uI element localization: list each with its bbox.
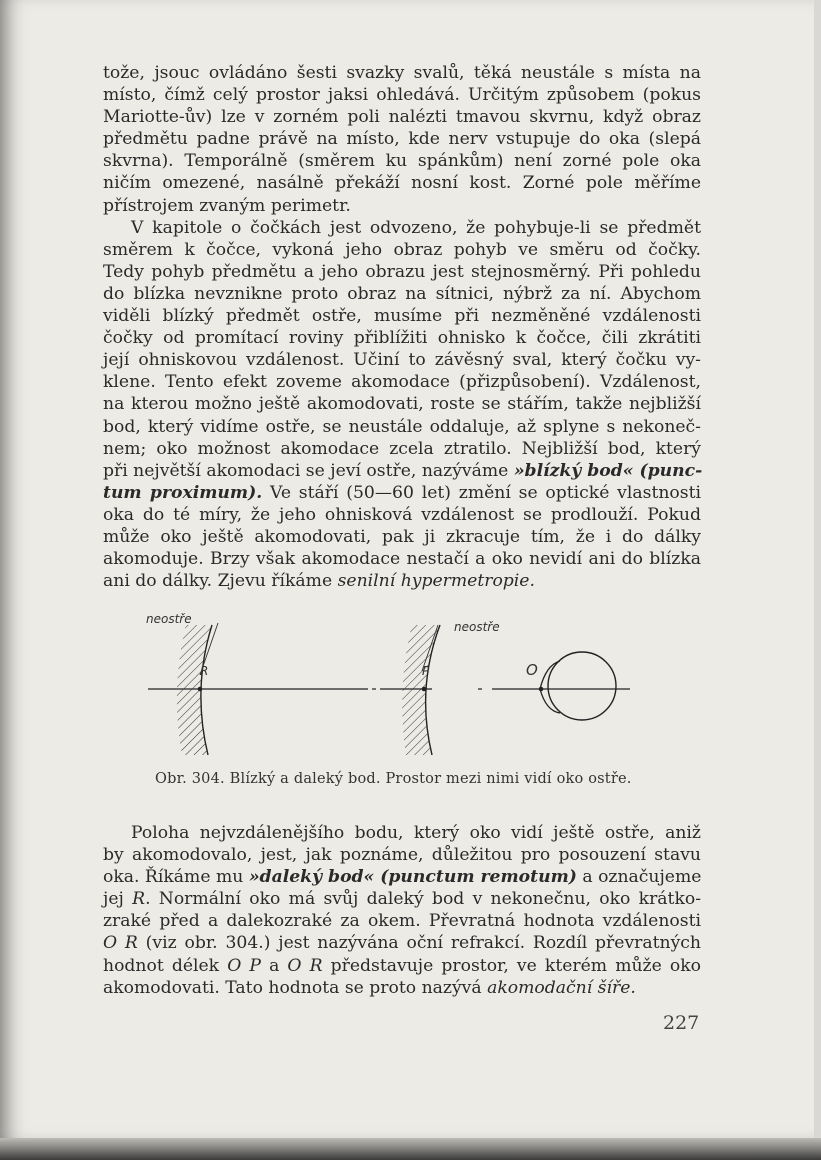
text-line: tože, jsouc ovládáno šesti svazky svalů, těká neustále s místa na [103,63,701,83]
text-run: (viz obr. 304.) jest nazývána oční refrakcí. Rozdíl převratných [137,933,701,954]
term-near-point-latin: tum proximum). [103,482,263,503]
text-run: a [260,955,288,976]
text-line: směrem k čočce, vykoná jeho obraz pohyb ve směru od čočky. [103,239,701,260]
text-line: předmětu padne právě na místo, kde nerv vstupuje do oka (slepá [103,129,701,150]
symbol-R: R [132,889,146,910]
text-line: ničím omezené, nasálně překáží nosní kost. Zorné pole měříme [103,173,701,194]
text-line [103,482,701,504]
text-line: oka do té míry, že jeho ohnisková vzdálenost se prodlouží. Pokud [103,504,701,525]
body-text-lower [103,822,701,999]
mark-R: R [200,664,209,678]
text-line: do blízka nevznikne proto obraz na sítnici, nýbrž za ní. Abychom [103,283,701,304]
text-line: klene. Tento efekt zoveme akomodace (přizpůsobení). Vzdálenost, [103,372,701,393]
text-run: . Normální oko má svůj daleký bod v nekonečnu, oko krátko- [145,889,702,910]
mark-P: P [422,664,430,678]
text-run: jej [103,889,133,910]
text-run: akomodovati. Tato hodnota se proto nazývá [103,977,488,998]
text-line [103,977,701,999]
term-near-point: »blízký bod« (punc- [513,460,703,481]
label-unsharp-right: neostře [454,620,500,634]
page-edge [814,0,821,1160]
text-line: na kterou možno ještě akomodovati, roste se stářím, takže nejbližší [103,394,701,415]
term-accommodation-range: akomodační šíře. [487,977,636,998]
text-line: přístrojem zvaným perimetr. [103,195,351,216]
point-O [539,687,544,692]
text-line [103,888,701,910]
symbol-OP: O P [227,955,261,976]
text-run: při největší akomodaci se jeví ostře, nazýváme [103,460,509,481]
text-line: V kapitole o čočkách jest odvozeno, že pohybuje-li se předmět [131,217,701,238]
scan-bottom-edge [0,1138,821,1160]
text-line [103,955,701,977]
text-line: Poloha nejvzdálenějšího bodu, který oko vidí ještě ostře, aniž [131,823,701,843]
text-line: čočky od promítací roviny přiblížiti ohnisko k čočce, čili zkrátiti [103,328,701,349]
text-line: by akomodovalo, jest, jak poznáme, důležitou pro posouzení stavu [103,845,701,866]
text-run: oka. Říkáme mu [103,867,249,888]
figure-304 [140,605,660,765]
paragraph-2 [103,217,701,593]
text-line: její ohniskovou vzdálenost. Učiní to závěsný sval, který čočku vy- [103,350,701,371]
point-P [422,687,427,692]
text-run: ani do dálky. Zjevu říkáme [103,571,338,592]
text-line: Mariotte-ův) lze v zorném poli nalézti tmavou skvrnu, když obraz [103,107,701,128]
text-line: nem; oko možnost akomodace zcela ztratilo. Nejbližší bod, který [103,438,701,459]
text-line: místo, čímž celý prostor jaksi ohledává. Určitým způsobem (pokus [103,85,701,106]
text-line [103,460,701,482]
symbol-OR: O R [103,933,138,954]
term-senile-hypermetropia: senilní hypermetropie. [337,571,535,592]
page-number: 227 [663,1012,700,1034]
text-line [103,866,701,888]
text-line [103,570,701,592]
text-line [103,932,701,954]
text-line: viděli blízký předmět ostře, musíme při nezměněné vzdálenosti [103,306,701,327]
text-line: zraké před a dalekozraké za okem. Převratná hodnota vzdálenosti [103,911,701,932]
text-line: může oko ještě akomodovati, pak ji zkracuje tím, že i do dálky [103,526,701,547]
text-line: akomoduje. Brzy však akomodace nestačí a oko nevidí ani do blízka [103,549,701,570]
text-run: hodnot délek [103,955,228,976]
hatching [177,625,212,755]
term-far-point: »daleký bod« (punctum remotum) [248,867,577,888]
figure-caption: Obr. 304. Blízký a daleký bod. Prostor mezi nimi vidí oko ostře. [155,771,632,787]
text-run: představuje prostor, ve kterém může oko [322,955,701,976]
symbol-OR: O R [287,955,323,976]
text-line: bod, který vidíme ostře, se neustále oddaluje, až splyne s nekoneč- [103,416,701,437]
paragraph-3 [103,822,701,999]
mark-O: O [526,661,538,679]
text-line: skvrna). Temporálně (směrem ku spánkům) není zorné pole oka [103,151,701,172]
text-line: Tedy pohyb předmětu a jeho obrazu jest stejnosměrný. Při pohledu [103,261,701,282]
label-unsharp-left: neostře [146,612,192,626]
text-run: Ve stáří (50—60 let) změní se optické vlastnosti [262,482,702,503]
paragraph-1 [103,62,701,217]
body-text-upper [103,62,701,592]
text-run: a označujeme [576,867,702,888]
point-R [198,687,203,692]
